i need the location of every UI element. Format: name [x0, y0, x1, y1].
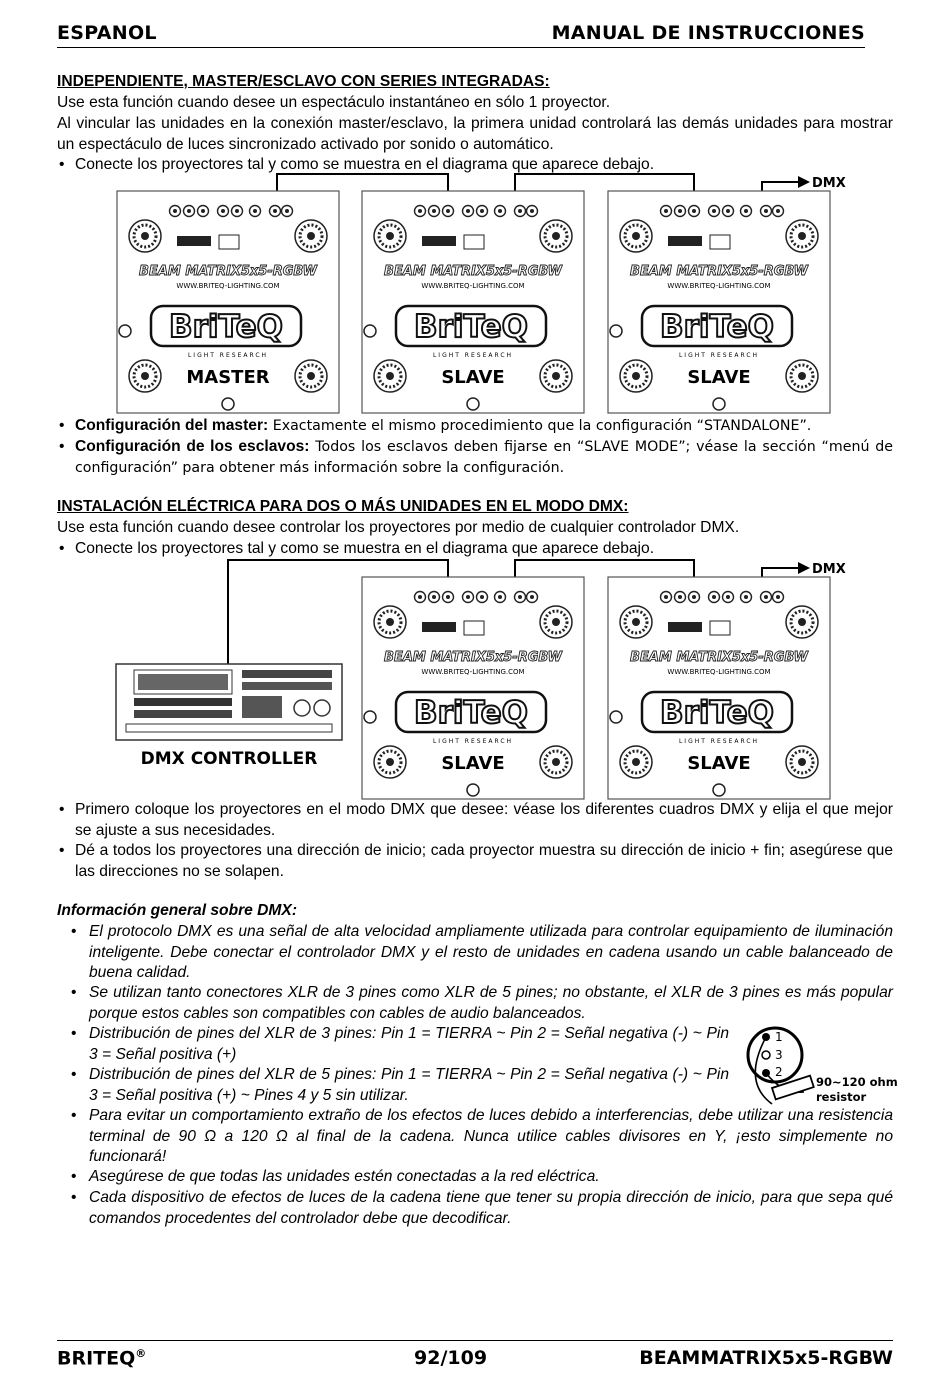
unit-model-name: BEAM MATRIX5x5-RGBW: [139, 264, 317, 279]
unit-role-label: SLAVE: [687, 367, 751, 388]
bullet-bold-term: Configuración del master:: [75, 417, 269, 434]
projector-unit-slave-1: [362, 577, 584, 799]
section1-intro: Use esta función cuando desee un espectáculo instantáneo en sólo 1 proyector.: [57, 94, 611, 111]
bullet-text: Distribución de pines del XLR de 5 pines: Pin 1 = TIERRA ~ Pin 2 = Señal negativa (-) ~ Pin 3 = Señal positiva (+) ~ Pines 4 y 5 sin utilizar.: [89, 1066, 729, 1104]
bullet-text: Exactamente el mismo procedimiento que la configuración “STANDALONE”.: [268, 418, 812, 434]
dmx-output-label: DMX: [812, 562, 846, 577]
bullet-dot: •: [71, 1107, 77, 1124]
dmx-out-arrow: [798, 562, 810, 574]
header-language: ESPANOL: [57, 22, 157, 44]
dmx-output-label: DMX: [812, 176, 846, 191]
master-slave-diagram: [110, 166, 850, 414]
britq-logo: BriTeQ: [169, 309, 283, 345]
xlr-pin-2-label: 2: [775, 1065, 783, 1079]
unit-model-name: BEAM MATRIX5x5-RGBW: [384, 264, 562, 279]
footer-brand-text: BRITEQ: [57, 1347, 136, 1370]
bullet-dot: •: [59, 417, 65, 434]
unit-website: WWW.BRITEQ-LIGHTING.COM: [667, 668, 771, 676]
resistor-label-line2: resistor: [816, 1090, 867, 1104]
unit-role-label: MASTER: [186, 367, 270, 388]
unit-website: WWW.BRITEQ-LIGHTING.COM: [421, 668, 525, 676]
bullet-text: Todos los esclavos deben fijarse en “SLAVE MODE”; véase la sección “menú de configuración” para obtener más información sobre la configuración.: [75, 439, 893, 476]
xlr-terminator-diagram: [742, 1022, 902, 1112]
bullet-dot: •: [59, 156, 65, 173]
footer-brand: [57, 1347, 146, 1369]
bullet-dot: •: [71, 923, 77, 940]
bullet-text: Dé a todos los proyectores una dirección de inicio; cada proyector muestra su dirección de inicio + fin; asegúrese que las direcciones no se solapen.: [75, 842, 893, 880]
bullet-dot: •: [71, 1025, 77, 1042]
dmx-controller: [116, 664, 342, 769]
resistor-label-line1: 90~120 ohm: [816, 1075, 898, 1089]
bullet-dot: •: [59, 438, 65, 455]
xlr-pin-3-label: 3: [775, 1048, 783, 1062]
dmx-controller-label: DMX CONTROLLER: [140, 749, 318, 769]
bullet-text: Primero coloque los proyectores en el modo DMX que desee: véase los diferentes cuadros DMX y elija el que mejor se ajuste a sus necesidades.: [75, 801, 893, 839]
start-address-bullet: [57, 841, 893, 882]
section2-bullet-text: Conecte los proyectores tal y como se muestra en el diagrama que aparece debajo.: [75, 540, 655, 557]
slave-config-bullet: [57, 437, 893, 478]
logo-tagline: LIGHT RESEARCH: [432, 738, 514, 745]
section3-heading: Información general sobre DMX:: [57, 902, 298, 919]
unit-model-name: BEAM MATRIX5x5-RGBW: [384, 650, 562, 665]
logo-tagline: LIGHT RESEARCH: [187, 352, 269, 359]
dmx-out-arrow: [798, 176, 810, 188]
page-number: 92/109: [414, 1347, 488, 1369]
bullet-dot: •: [71, 1189, 77, 1206]
logo-tagline: LIGHT RESEARCH: [678, 738, 760, 745]
projector-unit-slave-2: [608, 577, 830, 799]
dmx-info-bullet-5: [57, 1106, 893, 1168]
bullet-dot: •: [71, 1168, 77, 1185]
unit-model-name: BEAM MATRIX5x5-RGBW: [630, 650, 808, 665]
dmx-info-bullet-4: [57, 1065, 729, 1106]
bullet-dot: •: [71, 984, 77, 1001]
dmx-info-bullet-1: [57, 922, 893, 984]
bullet-dot: •: [59, 540, 65, 557]
bullet-dot: •: [59, 842, 65, 859]
dmx-info-bullet-3: [57, 1024, 729, 1065]
unit-role-label: SLAVE: [441, 753, 505, 774]
britq-logo: BriTeQ: [414, 695, 528, 731]
section2-heading: INSTALACIÓN ELÉCTRICA PARA DOS O MÁS UNIDADES EN EL MODO DMX:: [57, 498, 629, 515]
dmx-controller-diagram: [110, 552, 850, 800]
projector-unit-master: [117, 191, 339, 413]
dmx-mode-bullet: [57, 800, 893, 841]
britq-logo: BriTeQ: [660, 695, 774, 731]
unit-role-label: SLAVE: [687, 753, 751, 774]
unit-model-name: BEAM MATRIX5x5-RGBW: [630, 264, 808, 279]
dmx-info-bullet-2: [57, 983, 893, 1024]
logo-tagline: LIGHT RESEARCH: [432, 352, 514, 359]
bullet-dot: •: [59, 801, 65, 818]
section2-intro: Use esta función cuando desee controlar los proyectores por medio de cualquier controlador DMX.: [57, 519, 740, 536]
bullet-text: Se utilizan tanto conectores XLR de 3 pines como XLR de 5 pines; no obstante, el XLR de 3 pines es más popular porque estos cables son compatibles con cables de audio balanceados.: [89, 984, 893, 1022]
bullet-dot: •: [71, 1066, 77, 1083]
bullet-text: Cada dispositivo de efectos de luces de la cadena tiene que tener su propia dirección de inicio, para que sepa qué comandos procedentes del controlador debe que decodificar.: [89, 1189, 893, 1227]
britq-logo: BriTeQ: [660, 309, 774, 345]
unit-role-label: SLAVE: [441, 367, 505, 388]
dmx-info-bullet-7: [57, 1188, 893, 1229]
dmx-info-bullet-6: [57, 1167, 893, 1188]
section1-paragraph: Al vincular las unidades en la conexión master/esclavo, la primera unidad controlará las demás unidades para mostrar un espectáculo de luces sincronizado activado por sonido o automático.: [57, 115, 893, 153]
page-footer: [57, 1340, 893, 1370]
logo-tagline: LIGHT RESEARCH: [678, 352, 760, 359]
header-title: MANUAL DE INSTRUCCIONES: [551, 22, 865, 44]
unit-website: WWW.BRITEQ-LIGHTING.COM: [421, 282, 525, 290]
bullet-text: El protocolo DMX es una señal de alta velocidad ampliamente utilizada para controlar equipamiento de iluminación inteligente. Debe conectar el controlador DMX y el resto de unidades en cadena usando un cable balanceado de buena calidad.: [89, 923, 893, 981]
xlr-pin-1-label: 1: [775, 1030, 783, 1044]
master-config-bullet: [57, 416, 893, 437]
bullet-bold-term: Configuración de los esclavos:: [75, 438, 310, 455]
unit-website: WWW.BRITEQ-LIGHTING.COM: [176, 282, 280, 290]
britq-logo: BriTeQ: [414, 309, 528, 345]
footer-model: BEAMMATRIX5x5-RGBW: [639, 1347, 893, 1369]
bullet-text: Asegúrese de que todas las unidades estén conectadas a la red eléctrica.: [89, 1168, 600, 1185]
projector-unit-slave-1: [362, 191, 584, 413]
section1-heading: INDEPENDIENTE, MASTER/ESCLAVO CON SERIES INTEGRADAS:: [57, 73, 550, 90]
unit-website: WWW.BRITEQ-LIGHTING.COM: [667, 282, 771, 290]
bullet-text: Para evitar un comportamiento extraño de los efectos de luces debido a interferencias, debe utilizar una resistencia terminal de 90 Ω a 120 Ω al final de la cadena. Nunca utilice cables divisores en Y, ¡esto simplemente no funcionará!: [89, 1107, 893, 1165]
page-header: [57, 22, 865, 48]
registered-mark: ®: [135, 1347, 147, 1360]
bullet-text: Distribución de pines del XLR de 3 pines: Pin 1 = TIERRA ~ Pin 2 = Señal negativa (-) ~ Pin 3 = Señal positiva (+): [89, 1025, 729, 1063]
projector-unit-slave-2: [608, 191, 830, 413]
section1-bullet-text: Conecte los proyectores tal y como se muestra en el diagrama que aparece debajo.: [75, 156, 655, 173]
